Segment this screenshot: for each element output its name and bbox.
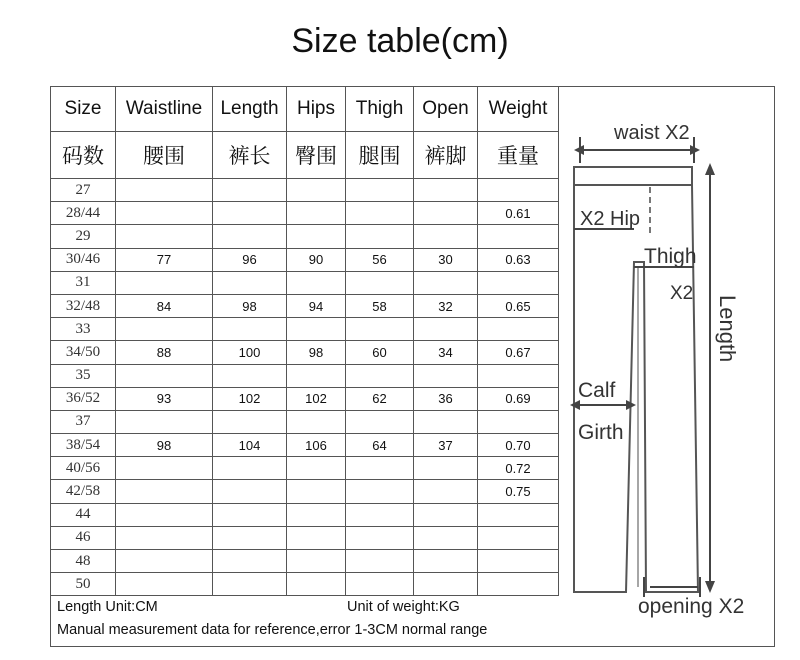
size-cell: 48 <box>51 550 116 573</box>
value-cell: 98 <box>116 434 213 457</box>
value-cell <box>478 573 559 596</box>
value-cell: 62 <box>346 387 414 410</box>
size-table <box>50 86 559 596</box>
value-cell: 0.67 <box>478 341 559 364</box>
value-cell <box>213 364 287 387</box>
value-cell: 100 <box>213 341 287 364</box>
value-cell: Length <box>213 87 287 132</box>
value-cell: 102 <box>287 387 346 410</box>
length-label: Length <box>715 295 740 363</box>
value-cell: 94 <box>287 294 346 317</box>
value-cell <box>116 480 213 503</box>
value-cell <box>346 503 414 526</box>
header-row <box>51 87 559 132</box>
value-cell <box>478 503 559 526</box>
value-cell <box>213 202 287 225</box>
table-row <box>51 225 559 248</box>
size-cell: 37 <box>51 410 116 433</box>
size-cell: 29 <box>51 225 116 248</box>
opening-label: opening X2 <box>638 595 745 618</box>
value-cell <box>414 573 478 596</box>
value-cell <box>116 179 213 202</box>
size-cell: 46 <box>51 526 116 549</box>
size-cell: 28/44 <box>51 202 116 225</box>
value-cell <box>478 318 559 341</box>
value-cell <box>116 550 213 573</box>
value-cell: 34 <box>414 341 478 364</box>
table-row <box>51 387 559 410</box>
size-cell: Size <box>51 87 116 132</box>
value-cell <box>287 526 346 549</box>
value-cell: 106 <box>287 434 346 457</box>
value-cell <box>346 457 414 480</box>
value-cell: 重量 <box>478 132 559 179</box>
value-cell <box>414 526 478 549</box>
value-cell <box>116 526 213 549</box>
table-row <box>51 480 559 503</box>
size-cell: 36/52 <box>51 387 116 410</box>
pants-diagram-svg <box>558 87 774 646</box>
value-cell: 93 <box>116 387 213 410</box>
value-cell <box>478 526 559 549</box>
length-arrow-top-head <box>705 163 715 175</box>
value-cell <box>414 410 478 433</box>
value-cell: 裤长 <box>213 132 287 179</box>
value-cell <box>287 410 346 433</box>
weight-unit-note: Unit of weight:KG <box>347 599 460 615</box>
chinese-header-row <box>51 132 559 179</box>
value-cell <box>287 318 346 341</box>
value-cell <box>346 202 414 225</box>
value-cell <box>414 225 478 248</box>
table-row <box>51 526 559 549</box>
value-cell: 98 <box>213 294 287 317</box>
value-cell <box>213 225 287 248</box>
value-cell: 0.61 <box>478 202 559 225</box>
value-cell <box>213 271 287 294</box>
value-cell: 84 <box>116 294 213 317</box>
value-cell <box>346 410 414 433</box>
value-cell: 56 <box>346 248 414 271</box>
size-cell: 34/50 <box>51 341 116 364</box>
value-cell <box>346 271 414 294</box>
table-row <box>51 318 559 341</box>
value-cell: 臀围 <box>287 132 346 179</box>
value-cell <box>116 202 213 225</box>
value-cell: 0.65 <box>478 294 559 317</box>
girth-label: Girth <box>578 421 624 444</box>
value-cell: 0.69 <box>478 387 559 410</box>
size-cell: 50 <box>51 573 116 596</box>
value-cell <box>346 318 414 341</box>
value-cell <box>287 550 346 573</box>
value-cell: 0.72 <box>478 457 559 480</box>
value-cell <box>414 179 478 202</box>
value-cell <box>346 480 414 503</box>
value-cell <box>287 364 346 387</box>
value-cell <box>414 364 478 387</box>
pants-measurement-diagram <box>558 87 774 646</box>
value-cell <box>478 179 559 202</box>
value-cell <box>346 573 414 596</box>
value-cell: 77 <box>116 248 213 271</box>
value-cell <box>213 573 287 596</box>
value-cell <box>478 550 559 573</box>
value-cell <box>116 457 213 480</box>
value-cell <box>287 225 346 248</box>
value-cell <box>414 202 478 225</box>
value-cell <box>116 410 213 433</box>
value-cell <box>116 503 213 526</box>
value-cell: 36 <box>414 387 478 410</box>
value-cell <box>346 364 414 387</box>
value-cell <box>287 457 346 480</box>
value-cell: 96 <box>213 248 287 271</box>
value-cell <box>478 410 559 433</box>
value-cell: 32 <box>414 294 478 317</box>
value-cell <box>414 480 478 503</box>
value-cell: 60 <box>346 341 414 364</box>
value-cell: Waistline <box>116 87 213 132</box>
value-cell <box>414 318 478 341</box>
value-cell: 0.63 <box>478 248 559 271</box>
value-cell <box>287 179 346 202</box>
table-row <box>51 550 559 573</box>
value-cell <box>414 271 478 294</box>
table-row <box>51 434 559 457</box>
value-cell: 0.70 <box>478 434 559 457</box>
value-cell <box>414 550 478 573</box>
thigh-label: Thigh <box>644 245 697 268</box>
value-cell: Open <box>414 87 478 132</box>
size-cell: 40/56 <box>51 457 116 480</box>
value-cell <box>213 410 287 433</box>
value-cell: 98 <box>287 341 346 364</box>
value-cell <box>287 573 346 596</box>
size-cell: 35 <box>51 364 116 387</box>
size-cell: 42/58 <box>51 480 116 503</box>
value-cell: Weight <box>478 87 559 132</box>
table-row <box>51 457 559 480</box>
value-cell <box>346 550 414 573</box>
value-cell <box>414 457 478 480</box>
value-cell <box>346 179 414 202</box>
table-row <box>51 410 559 433</box>
value-cell: 104 <box>213 434 287 457</box>
value-cell: 腿围 <box>346 132 414 179</box>
value-cell: Thigh <box>346 87 414 132</box>
calf-label: Calf <box>578 379 616 402</box>
table-footer <box>50 595 558 647</box>
value-cell <box>414 503 478 526</box>
value-cell <box>287 271 346 294</box>
table-row <box>51 364 559 387</box>
value-cell: 102 <box>213 387 287 410</box>
measurement-note: Manual measurement data for reference,error 1-3CM normal range <box>57 622 488 638</box>
size-cell: 32/48 <box>51 294 116 317</box>
value-cell <box>213 179 287 202</box>
size-cell: 码数 <box>51 132 116 179</box>
value-cell <box>116 318 213 341</box>
value-cell <box>116 225 213 248</box>
table-row <box>51 179 559 202</box>
value-cell <box>116 271 213 294</box>
size-cell: 44 <box>51 503 116 526</box>
value-cell <box>287 503 346 526</box>
waistband <box>574 167 692 185</box>
size-cell: 38/54 <box>51 434 116 457</box>
value-cell <box>478 225 559 248</box>
value-cell <box>213 550 287 573</box>
value-cell: 58 <box>346 294 414 317</box>
value-cell <box>346 225 414 248</box>
value-cell <box>287 202 346 225</box>
value-cell <box>213 457 287 480</box>
size-cell: 27 <box>51 179 116 202</box>
table-row <box>51 341 559 364</box>
value-cell <box>346 526 414 549</box>
size-cell: 30/46 <box>51 248 116 271</box>
value-cell: 37 <box>414 434 478 457</box>
waist-label: waist X2 <box>614 122 690 144</box>
table-row <box>51 248 559 271</box>
value-cell <box>287 480 346 503</box>
table-row <box>51 271 559 294</box>
value-cell <box>213 503 287 526</box>
size-cell: 33 <box>51 318 116 341</box>
hip-label: X2 Hip <box>580 208 641 230</box>
table-row <box>51 294 559 317</box>
value-cell: 0.75 <box>478 480 559 503</box>
value-cell: 88 <box>116 341 213 364</box>
value-cell: 裤脚 <box>414 132 478 179</box>
size-cell: 31 <box>51 271 116 294</box>
length-arrow-bottom-head <box>705 581 715 593</box>
value-cell: 90 <box>287 248 346 271</box>
value-cell <box>213 480 287 503</box>
value-cell <box>116 364 213 387</box>
table-row <box>51 503 559 526</box>
length-unit-note: Length Unit:CM <box>57 599 158 615</box>
value-cell: Hips <box>287 87 346 132</box>
value-cell <box>478 364 559 387</box>
page-title: Size table(cm) <box>291 22 509 60</box>
value-cell: 64 <box>346 434 414 457</box>
value-cell <box>478 271 559 294</box>
value-cell <box>213 318 287 341</box>
table-row <box>51 202 559 225</box>
value-cell: 腰围 <box>116 132 213 179</box>
thigh-x2-label: X2 <box>670 283 694 304</box>
value-cell <box>116 573 213 596</box>
table-row <box>51 573 559 596</box>
value-cell <box>213 526 287 549</box>
value-cell: 30 <box>414 248 478 271</box>
